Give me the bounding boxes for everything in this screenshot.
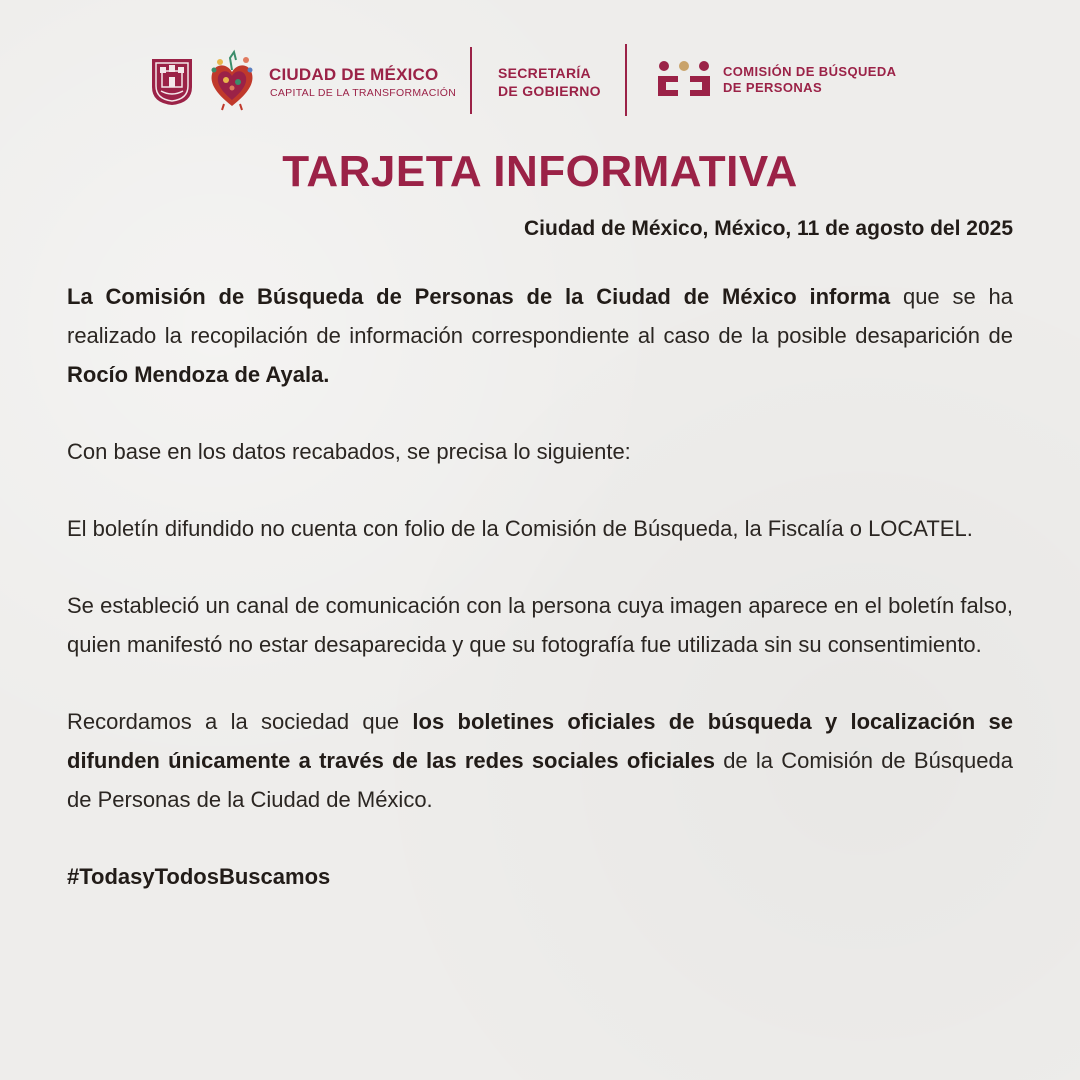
intro-bold-lead: La Comisión de Búsqueda de Personas de la Ciudad de México informa bbox=[67, 284, 891, 309]
reminder-text-end: de la Comisión de Búsqueda de Personas de la Ciudad de México. bbox=[67, 748, 1013, 812]
cdmx-title: CIUDAD DE MÉXICO bbox=[269, 65, 439, 84]
paragraph-folio: El boletín difundido no cuenta con folio de la Comisión de Búsqueda, la Fiscalía o LOCATEL. bbox=[67, 516, 973, 541]
paragraph-basis: Con base en los datos recabados, se precisa lo siguiente: bbox=[67, 439, 631, 464]
body-text bbox=[67, 277, 1013, 896]
secretaria-line-1: SECRETARÍA bbox=[498, 65, 591, 81]
reminder-bold: los boletines oficiales de búsqueda y localización se difunden únicamente a través de las redes sociales oficiales bbox=[67, 709, 1013, 773]
dateline: Ciudad de México, México, 11 de agosto del 2025 bbox=[524, 217, 1013, 240]
divider bbox=[470, 47, 472, 114]
divider bbox=[625, 44, 627, 116]
page-title: TARJETA INFORMATIVA bbox=[282, 147, 798, 196]
comision-logo-icon bbox=[656, 60, 712, 100]
comision-line-1: COMISIÓN DE BÚSQUEDA bbox=[723, 64, 897, 79]
hashtag: #TodasyTodosBuscamos bbox=[67, 864, 331, 889]
cdmx-shield-icon bbox=[150, 57, 194, 107]
cdmx-heart-icon bbox=[206, 48, 258, 112]
reminder-text-start: Recordamos a la sociedad que bbox=[67, 709, 413, 734]
header-logos bbox=[148, 44, 908, 116]
intro-text: que se ha realizado la recopilación de información correspondiente al caso de la posible desaparición de bbox=[67, 284, 1014, 348]
secretaria-line-2: DE GOBIERNO bbox=[498, 83, 601, 99]
person-name: Rocío Mendoza de Ayala. bbox=[67, 362, 330, 387]
paragraph-contact: Se estableció un canal de comunicación con la persona cuya imagen aparece en el boletín falso, quien manifestó no estar desaparecida y que su fotografía fue utilizada sin su consentimiento. bbox=[67, 593, 1013, 657]
cdmx-subtitle: CAPITAL DE LA TRANSFORMACIÓN bbox=[270, 87, 457, 99]
paragraph-intro bbox=[67, 277, 1013, 394]
comision-line-2: DE PERSONAS bbox=[723, 80, 823, 95]
paragraph-reminder bbox=[67, 702, 1013, 819]
